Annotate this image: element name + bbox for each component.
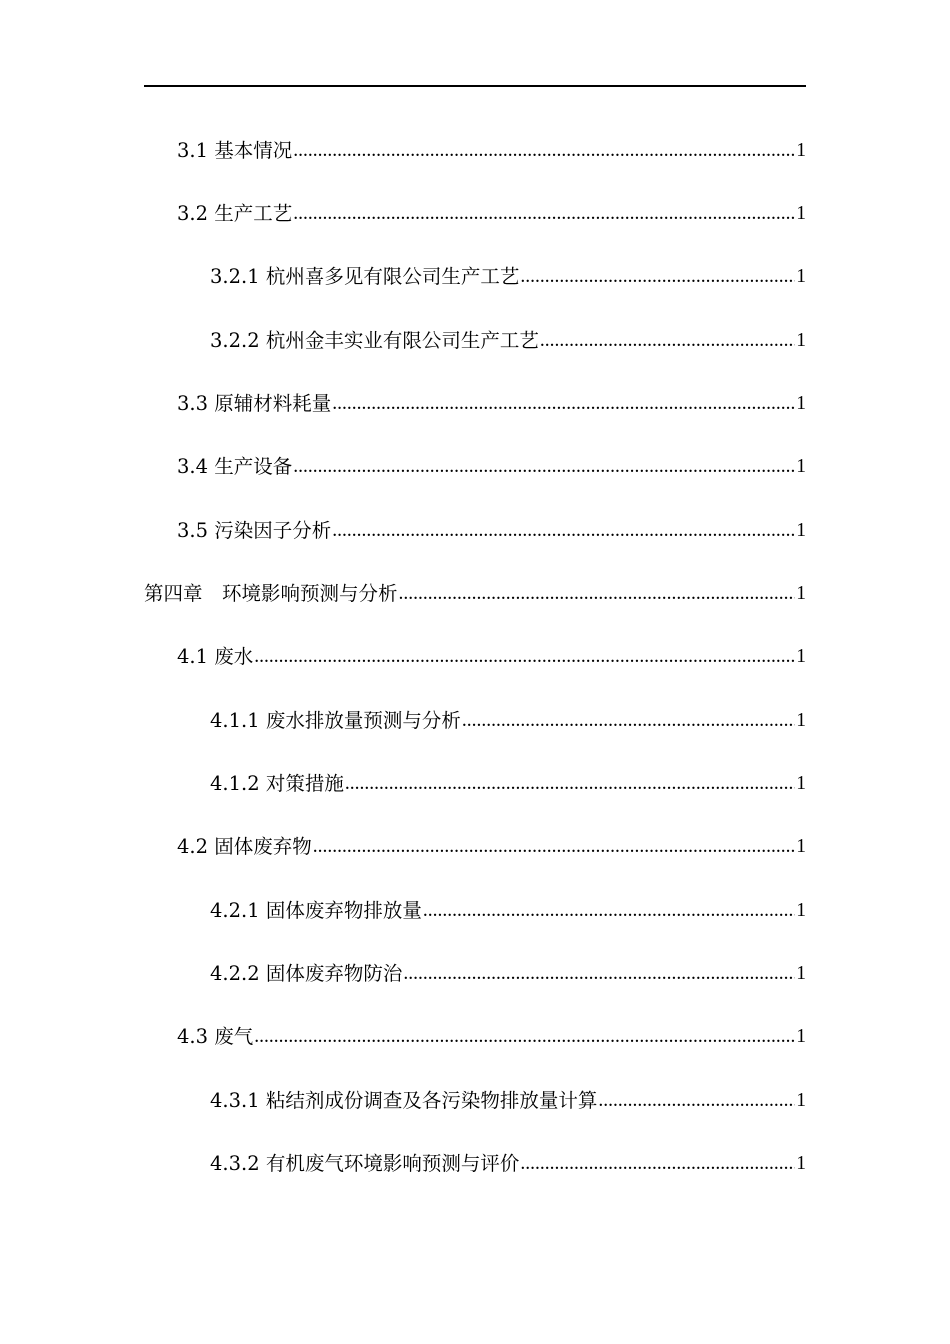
toc-page-number: 1 bbox=[796, 963, 806, 984]
toc-page-number: 1 bbox=[796, 646, 806, 667]
toc-entry-title: 第四章 环境影响预测与分析 bbox=[144, 582, 398, 605]
toc-dot-leader bbox=[345, 769, 795, 799]
toc-page-number: 1 bbox=[796, 900, 806, 921]
toc-dot-leader bbox=[254, 642, 795, 672]
header-rule bbox=[144, 85, 806, 87]
toc-entry-title: 3.2.1 杭州喜多见有限公司生产工艺 bbox=[210, 265, 520, 288]
toc-dot-leader bbox=[313, 832, 796, 862]
toc-entry[interactable] bbox=[177, 389, 806, 419]
toc-page-number: 1 bbox=[796, 520, 806, 541]
toc-page-number: 1 bbox=[796, 710, 806, 731]
toc-page-number: 1 bbox=[796, 330, 806, 351]
toc-dot-leader bbox=[293, 452, 795, 482]
toc-entry[interactable] bbox=[210, 959, 806, 989]
toc-dot-leader bbox=[423, 896, 795, 926]
toc-dot-leader bbox=[293, 199, 795, 229]
toc-entry-title: 4.3 废气 bbox=[177, 1025, 254, 1048]
toc-page-number: 1 bbox=[796, 583, 806, 604]
toc-entry-chapter[interactable] bbox=[144, 579, 806, 609]
toc-entry[interactable] bbox=[177, 199, 806, 229]
toc-entry[interactable] bbox=[210, 1086, 806, 1116]
toc-entry-title: 3.2 生产工艺 bbox=[177, 202, 293, 225]
toc-entry[interactable] bbox=[177, 832, 806, 862]
toc-entry[interactable] bbox=[177, 516, 806, 546]
toc-page-number: 1 bbox=[796, 1090, 806, 1111]
toc-dot-leader bbox=[399, 579, 796, 609]
toc-entry-title: 3.4 生产设备 bbox=[177, 455, 293, 478]
toc-entry[interactable] bbox=[210, 769, 806, 799]
toc-entry[interactable] bbox=[210, 1149, 806, 1179]
toc-page-number: 1 bbox=[796, 266, 806, 287]
toc-entry[interactable] bbox=[177, 136, 806, 166]
toc-entry-title: 4.3.2 有机废气环境影响预测与评价 bbox=[210, 1152, 520, 1175]
toc-entry-title: 3.2.2 杭州金丰实业有限公司生产工艺 bbox=[210, 329, 539, 352]
toc-dot-leader bbox=[332, 389, 795, 419]
toc-entry[interactable] bbox=[177, 452, 806, 482]
toc-dot-leader bbox=[520, 1149, 795, 1179]
toc-dot-leader bbox=[598, 1086, 795, 1116]
toc-page-number: 1 bbox=[796, 456, 806, 477]
toc-entry-title: 3.1 基本情况 bbox=[177, 139, 293, 162]
toc-page-number: 1 bbox=[796, 393, 806, 414]
toc-entry[interactable] bbox=[177, 1022, 806, 1052]
toc-entry-title: 4.2 固体废弃物 bbox=[177, 835, 312, 858]
toc-entry-title: 3.5 污染因子分析 bbox=[177, 519, 332, 542]
toc-entry[interactable] bbox=[210, 706, 806, 736]
toc-page-number: 1 bbox=[796, 140, 806, 161]
toc-entry-title: 4.3.1 粘结剂成份调查及各污染物排放量计算 bbox=[210, 1089, 598, 1112]
toc-dot-leader bbox=[462, 706, 795, 736]
toc-entry-title: 4.2.1 固体废弃物排放量 bbox=[210, 899, 422, 922]
toc-dot-leader bbox=[332, 516, 795, 546]
toc-entry[interactable] bbox=[210, 326, 806, 356]
toc-page-number: 1 bbox=[796, 836, 806, 857]
toc-dot-leader bbox=[293, 136, 795, 166]
toc-page-number: 1 bbox=[796, 1153, 806, 1174]
toc-entry-title: 4.1 废水 bbox=[177, 645, 254, 668]
toc-entry-title: 3.3 原辅材料耗量 bbox=[177, 392, 332, 415]
toc-dot-leader bbox=[403, 959, 795, 989]
toc-entry-title: 4.1.2 对策措施 bbox=[210, 772, 344, 795]
toc-dot-leader bbox=[520, 262, 795, 292]
toc-entry-title: 4.2.2 固体废弃物防治 bbox=[210, 962, 403, 985]
toc-entry[interactable] bbox=[177, 642, 806, 672]
toc-entry[interactable] bbox=[210, 896, 806, 926]
toc-page-number: 1 bbox=[796, 773, 806, 794]
toc-page-number: 1 bbox=[796, 203, 806, 224]
toc-page-number: 1 bbox=[796, 1026, 806, 1047]
toc-entry-title: 4.1.1 废水排放量预测与分析 bbox=[210, 709, 461, 732]
toc-dot-leader bbox=[540, 326, 795, 356]
toc-dot-leader bbox=[254, 1022, 795, 1052]
toc-entry[interactable] bbox=[210, 262, 806, 292]
